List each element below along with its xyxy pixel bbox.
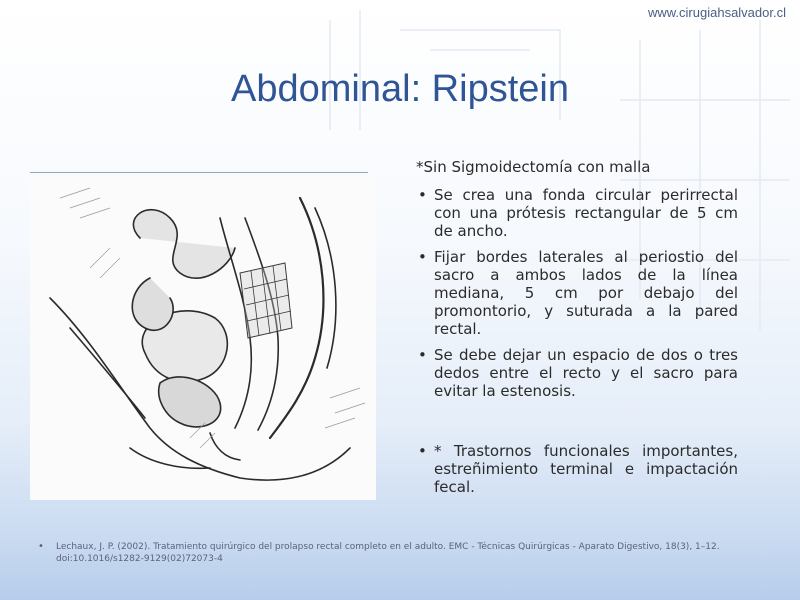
site-url: www.cirugiahsalvador.cl <box>647 5 786 20</box>
bullet-list <box>416 186 738 496</box>
bullet-item: • Se crea una fonda circular perirrectal con una prótesis rectangular de 5 cm de ancho. <box>416 186 738 240</box>
lead-text: *Sin Sigmoidectomía con malla <box>416 158 651 176</box>
slide-title: Abdominal: Ripstein <box>231 68 569 110</box>
bullet-item: • Fijar bordes laterales al periostio del sacro a ambos lados de la línea mediana, 5 cm por debajo del promontorio, y suturada a la pared rectal. <box>416 248 738 338</box>
pelvis-sagittal-drawing <box>30 178 376 500</box>
anatomical-illustration <box>30 178 376 500</box>
content-area <box>416 158 738 504</box>
bullet-item: • * Trastornos funcionales importantes, estreñimiento terminal e impactación fecal. <box>416 442 738 496</box>
title-divider <box>30 172 368 173</box>
citation: • Lechaux, J. P. (2002). Tratamiento quirúrgico del prolapso rectal completo en el adulto. EMC - Técnicas Quirúrgicas - Aparato Digestivo, 18(3), 1–12. doi:10.1016/s1282-9129(02)72073-4 <box>56 541 756 565</box>
bullet-item: • Se debe dejar un espacio de dos o tres dedos entre el recto y el sacro para evitar la estenosis. <box>416 346 738 400</box>
